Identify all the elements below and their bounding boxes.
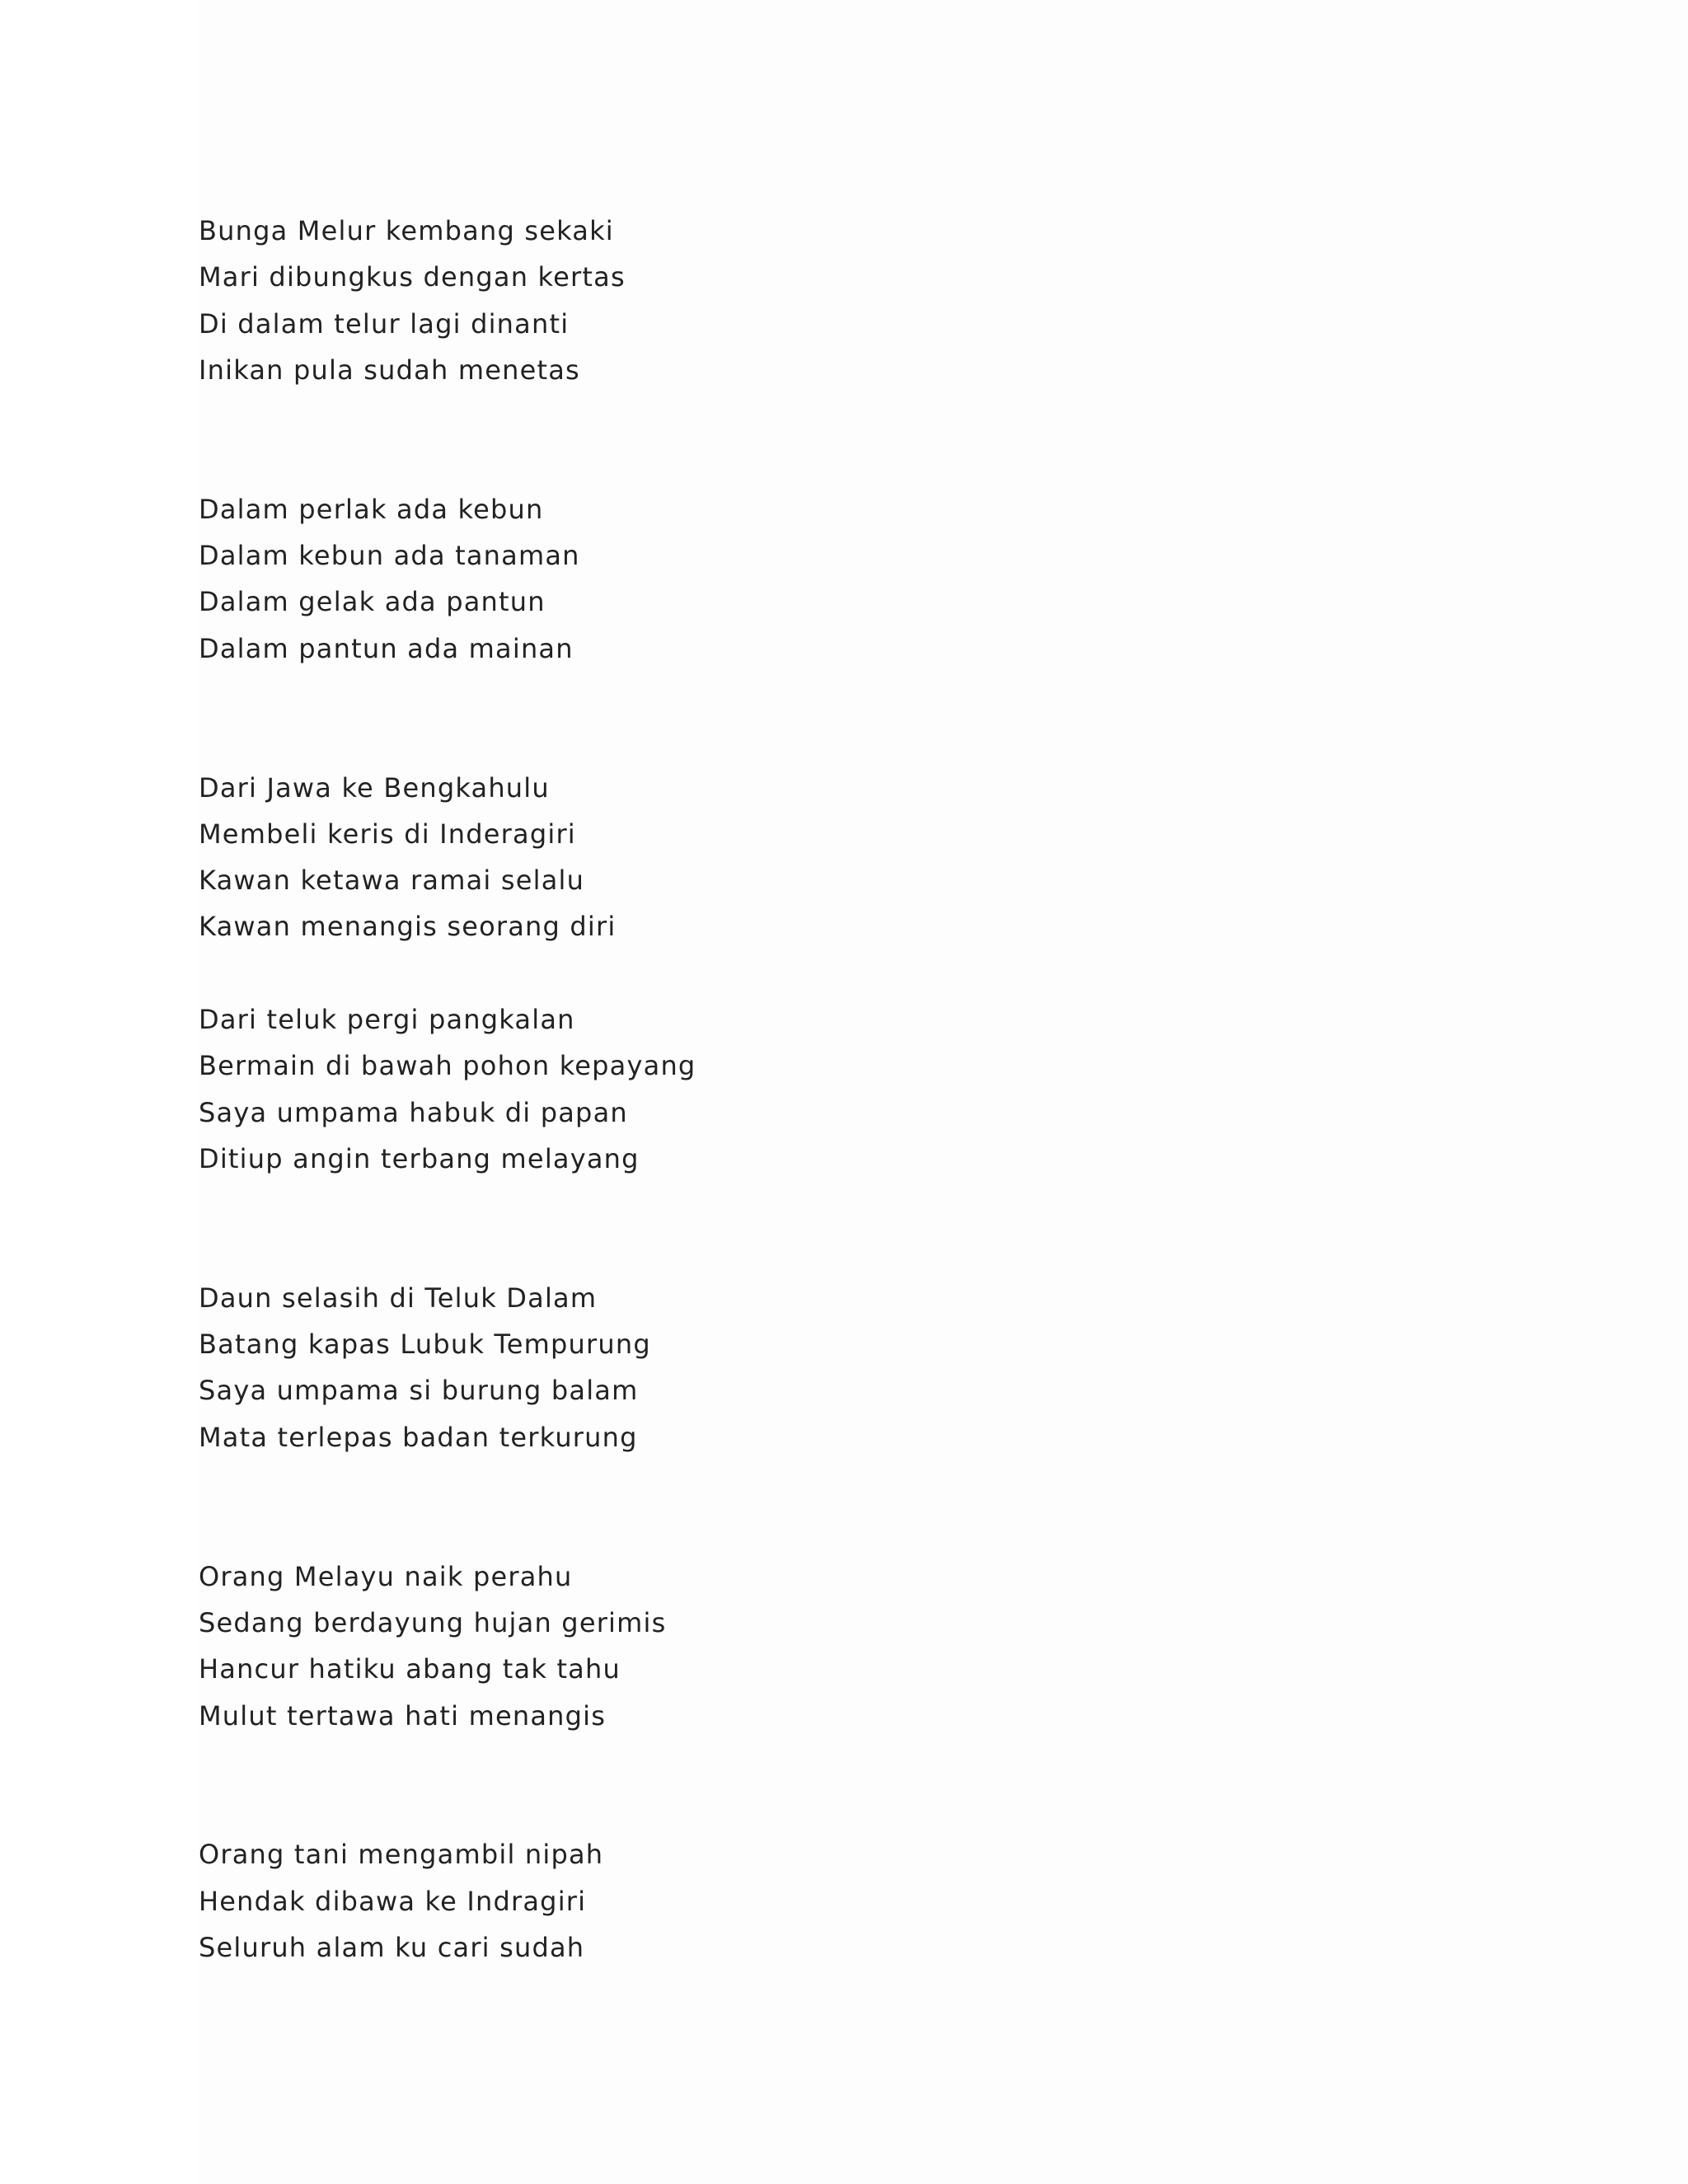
poem-line: Batang kapas Lubuk Tempurung	[199, 1329, 651, 1361]
stanza	[199, 996, 1435, 1182]
poem-line: Orang Melayu naik perahu	[199, 1560, 573, 1592]
poem-line: Orang tani mengambil nipah	[199, 1839, 604, 1871]
poem-line: Mulut tertawa hati menangis	[199, 1699, 607, 1732]
poem-line: Inikan pula sudah menetas	[199, 354, 580, 386]
poem-line: Mata terlepas badan terkurung	[199, 1421, 638, 1453]
stanza-separator	[199, 1739, 1435, 1832]
poem-line: Hendak dibawa ke Indragiri	[199, 1885, 587, 1917]
stanza-separator	[199, 1460, 1435, 1554]
stanza	[199, 486, 1435, 672]
poem-line: Dari Jawa ke Bengkahulu	[199, 771, 550, 804]
poem-line: Dalam perlak ada kebun	[199, 493, 544, 525]
poem-line: Dalam pantun ada mainan	[199, 632, 574, 664]
poem-line: Di dalam telur lagi dinanti	[199, 307, 570, 340]
poem-line: Kawan ketawa ramai selalu	[199, 865, 585, 897]
stanza-separator	[199, 672, 1435, 765]
poem-line: Mari dibungkus dengan kertas	[199, 261, 626, 293]
poem-body	[199, 208, 1435, 1971]
poem-line: Saya umpama habuk di papan	[199, 1096, 628, 1128]
poem-line: Bermain di bawah pohon kepayang	[199, 1050, 696, 1082]
stanza	[199, 1275, 1435, 1460]
stanza	[199, 1831, 1435, 1971]
stanza-separator	[199, 950, 1435, 996]
stanza	[199, 1554, 1435, 1739]
stanza	[199, 765, 1435, 950]
poem-line: Hancur hatiku abang tak tahu	[199, 1653, 621, 1685]
stanza-separator	[199, 393, 1435, 486]
poem-line: Dalam kebun ada tanaman	[199, 540, 580, 572]
poem-line: Kawan menangis seorang diri	[199, 911, 617, 943]
poem-line: Seluruh alam ku cari sudah	[199, 1931, 585, 1963]
poem-line: Dalam gelak ada pantun	[199, 586, 546, 618]
stanza	[199, 208, 1435, 393]
poem-line: Sedang berdayung hujan gerimis	[199, 1606, 667, 1638]
poem-line: Dari teluk pergi pangkalan	[199, 1004, 575, 1036]
poem-line: Saya umpama si burung balam	[199, 1375, 639, 1407]
poem-line: Membeli keris di Inderagiri	[199, 818, 576, 850]
poem-line: Ditiup angin terbang melayang	[199, 1142, 640, 1174]
poem-line: Daun selasih di Teluk Dalam	[199, 1282, 598, 1314]
stanza-separator	[199, 1182, 1435, 1275]
poem-line: Bunga Melur kembang sekaki	[199, 215, 614, 246]
